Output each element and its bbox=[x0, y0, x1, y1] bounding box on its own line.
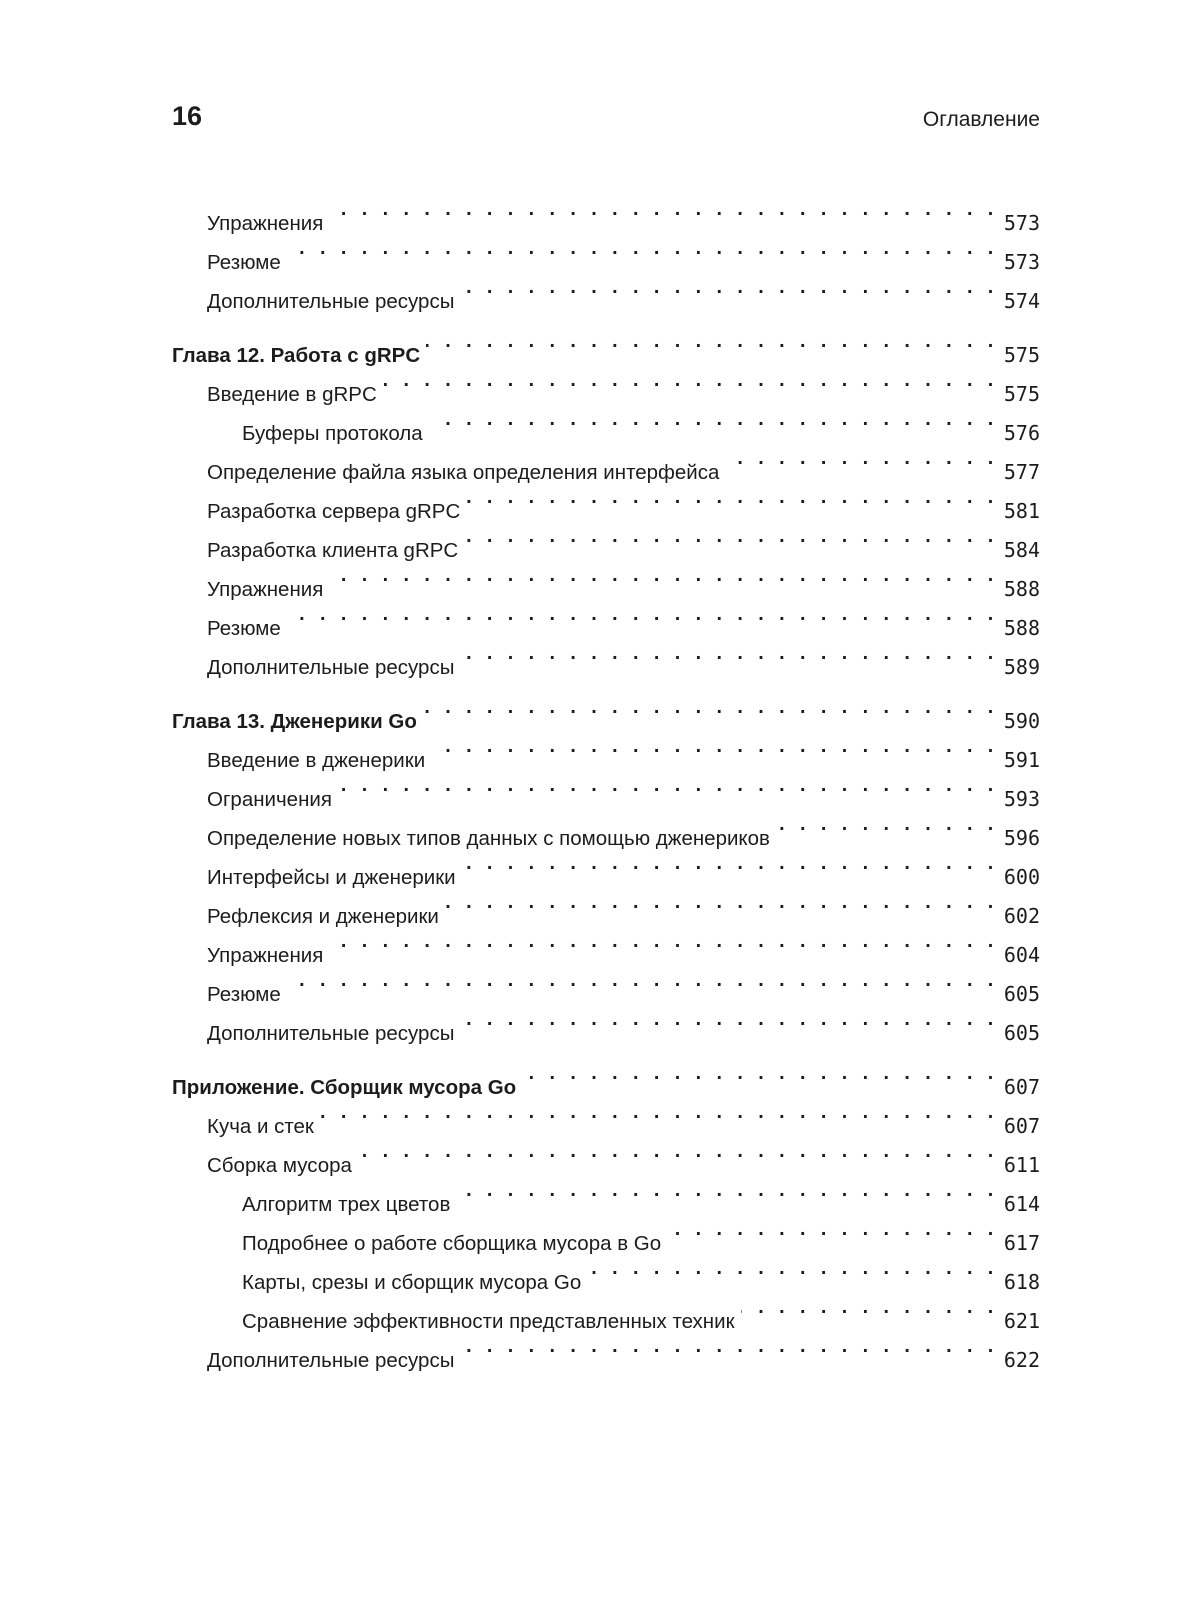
toc-entry-page: 573 bbox=[1003, 211, 1040, 235]
toc-entry-title: Введение в дженерики bbox=[207, 749, 426, 772]
toc-entry bbox=[172, 230, 1040, 274]
toc-entry bbox=[172, 269, 1040, 313]
toc-entry-page: 621 bbox=[1003, 1309, 1040, 1333]
dot-leader bbox=[431, 728, 996, 767]
toc-chapter-entry bbox=[172, 323, 1040, 367]
toc-entry-page: 588 bbox=[1003, 616, 1040, 640]
toc-entry-page: 617 bbox=[1003, 1231, 1040, 1255]
toc-entry bbox=[172, 191, 1040, 235]
toc-entry-title: Определение файла языка определения интерфейса bbox=[207, 461, 720, 484]
toc-entry-title: Глава 12. Работа с gRPC bbox=[172, 344, 421, 367]
dot-leader bbox=[423, 689, 996, 728]
toc-entry-title: Дополнительные ресурсы bbox=[207, 1022, 455, 1045]
dot-leader bbox=[776, 806, 996, 845]
toc-entry-page: 576 bbox=[1003, 421, 1040, 445]
toc-entry-page: 618 bbox=[1003, 1270, 1040, 1294]
toc-entry-title: Приложение. Сборщик мусора Go bbox=[172, 1076, 517, 1099]
toc-entry-page: 590 bbox=[1003, 709, 1040, 733]
toc-entry-title: Глава 13. Дженерики Go bbox=[172, 710, 417, 733]
dot-leader bbox=[287, 230, 996, 269]
table-of-contents bbox=[172, 191, 1040, 1372]
dot-leader bbox=[460, 269, 995, 308]
toc-entry-page: 581 bbox=[1003, 499, 1040, 523]
dot-leader bbox=[429, 401, 996, 440]
toc-entry-title: Подробнее о работе сборщика мусора в Go bbox=[242, 1232, 662, 1255]
toc-entry-title: Упражнения bbox=[207, 212, 324, 235]
toc-entry-page: 589 bbox=[1003, 655, 1040, 679]
toc-entry-page: 575 bbox=[1003, 382, 1040, 406]
toc-entry bbox=[172, 1001, 1040, 1045]
toc-entry-title: Интерфейсы и дженерики bbox=[207, 866, 456, 889]
toc-entry-title: Дополнительные ресурсы bbox=[207, 656, 455, 679]
toc-entry-page: 611 bbox=[1003, 1153, 1040, 1177]
toc-entry bbox=[172, 596, 1040, 640]
dot-leader bbox=[445, 884, 996, 923]
toc-entry-page: 614 bbox=[1003, 1192, 1040, 1216]
toc-entry-title: Дополнительные ресурсы bbox=[207, 1349, 455, 1372]
dot-leader bbox=[287, 596, 996, 635]
page-number: 16 bbox=[172, 101, 203, 131]
toc-entry-page: 575 bbox=[1003, 343, 1040, 367]
toc-entry-title: Резюме bbox=[207, 983, 281, 1006]
dot-leader bbox=[456, 1172, 996, 1211]
toc-entry-page: 605 bbox=[1003, 1021, 1040, 1045]
dot-leader bbox=[725, 440, 995, 479]
dot-leader bbox=[464, 518, 996, 557]
toc-entry-page: 574 bbox=[1003, 289, 1040, 313]
toc-entry-title: Резюме bbox=[207, 617, 281, 640]
toc-entry-title: Сборка мусора bbox=[207, 1154, 352, 1177]
dot-leader bbox=[460, 1328, 995, 1367]
toc-entry-page: 622 bbox=[1003, 1348, 1040, 1372]
toc-entry-title: Определение новых типов данных с помощью дженериков bbox=[207, 827, 770, 850]
toc-entry-page: 596 bbox=[1003, 826, 1040, 850]
dot-leader bbox=[426, 323, 996, 362]
toc-entry-page: 605 bbox=[1003, 982, 1040, 1006]
toc-entry-page: 591 bbox=[1003, 748, 1040, 772]
toc-entry-page: 607 bbox=[1003, 1075, 1040, 1099]
dot-leader bbox=[462, 845, 996, 884]
toc-entry-title: Введение в gRPC bbox=[207, 383, 377, 406]
toc-entry-page: 607 bbox=[1003, 1114, 1040, 1138]
dot-leader bbox=[383, 362, 996, 401]
dot-leader bbox=[460, 635, 995, 674]
toc-entry-page: 577 bbox=[1003, 460, 1040, 484]
toc-chapter-entry bbox=[172, 1055, 1040, 1099]
toc-entry-title: Резюме bbox=[207, 251, 281, 274]
toc-chapter-entry bbox=[172, 689, 1040, 733]
toc-entry-title: Куча и стек bbox=[207, 1115, 314, 1138]
dot-leader bbox=[587, 1250, 996, 1289]
toc-entry-title: Рефлексия и дженерики bbox=[207, 905, 439, 928]
toc-entry-page: 602 bbox=[1003, 904, 1040, 928]
dot-leader bbox=[522, 1055, 996, 1094]
toc-entry-title: Дополнительные ресурсы bbox=[207, 290, 455, 313]
dot-leader bbox=[329, 557, 996, 596]
dot-leader bbox=[287, 962, 996, 1001]
dot-leader bbox=[329, 191, 996, 230]
toc-entry-page: 584 bbox=[1003, 538, 1040, 562]
toc-entry-page: 593 bbox=[1003, 787, 1040, 811]
toc-entry-title: Разработка сервера gRPC bbox=[207, 500, 461, 523]
dot-leader bbox=[320, 1094, 996, 1133]
dot-leader bbox=[667, 1211, 996, 1250]
toc-entry-page: 604 bbox=[1003, 943, 1040, 967]
toc-entry-page: 588 bbox=[1003, 577, 1040, 601]
toc-entry bbox=[172, 962, 1040, 1006]
dot-leader bbox=[358, 1133, 996, 1172]
toc-entry-title: Буферы протокола bbox=[242, 422, 423, 445]
dot-leader bbox=[466, 479, 996, 518]
toc-entry bbox=[172, 635, 1040, 679]
dot-leader bbox=[460, 1001, 995, 1040]
running-head: Оглавление bbox=[922, 108, 1040, 131]
dot-leader bbox=[329, 923, 996, 962]
toc-entry-title: Сравнение эффективности представленных техник bbox=[242, 1310, 735, 1333]
dot-leader bbox=[741, 1289, 996, 1328]
toc-entry-title: Карты, срезы и сборщик мусора Go bbox=[242, 1271, 582, 1294]
toc-entry-title: Ограничения bbox=[207, 788, 332, 811]
toc-entry-page: 600 bbox=[1003, 865, 1040, 889]
dot-leader bbox=[338, 767, 996, 806]
toc-entry-title: Разработка клиента gRPC bbox=[207, 539, 459, 562]
toc-entry-title: Упражнения bbox=[207, 944, 324, 967]
toc-entry-page: 573 bbox=[1003, 250, 1040, 274]
toc-entry-title: Упражнения bbox=[207, 578, 324, 601]
toc-entry-title: Алгоритм трех цветов bbox=[242, 1193, 451, 1216]
